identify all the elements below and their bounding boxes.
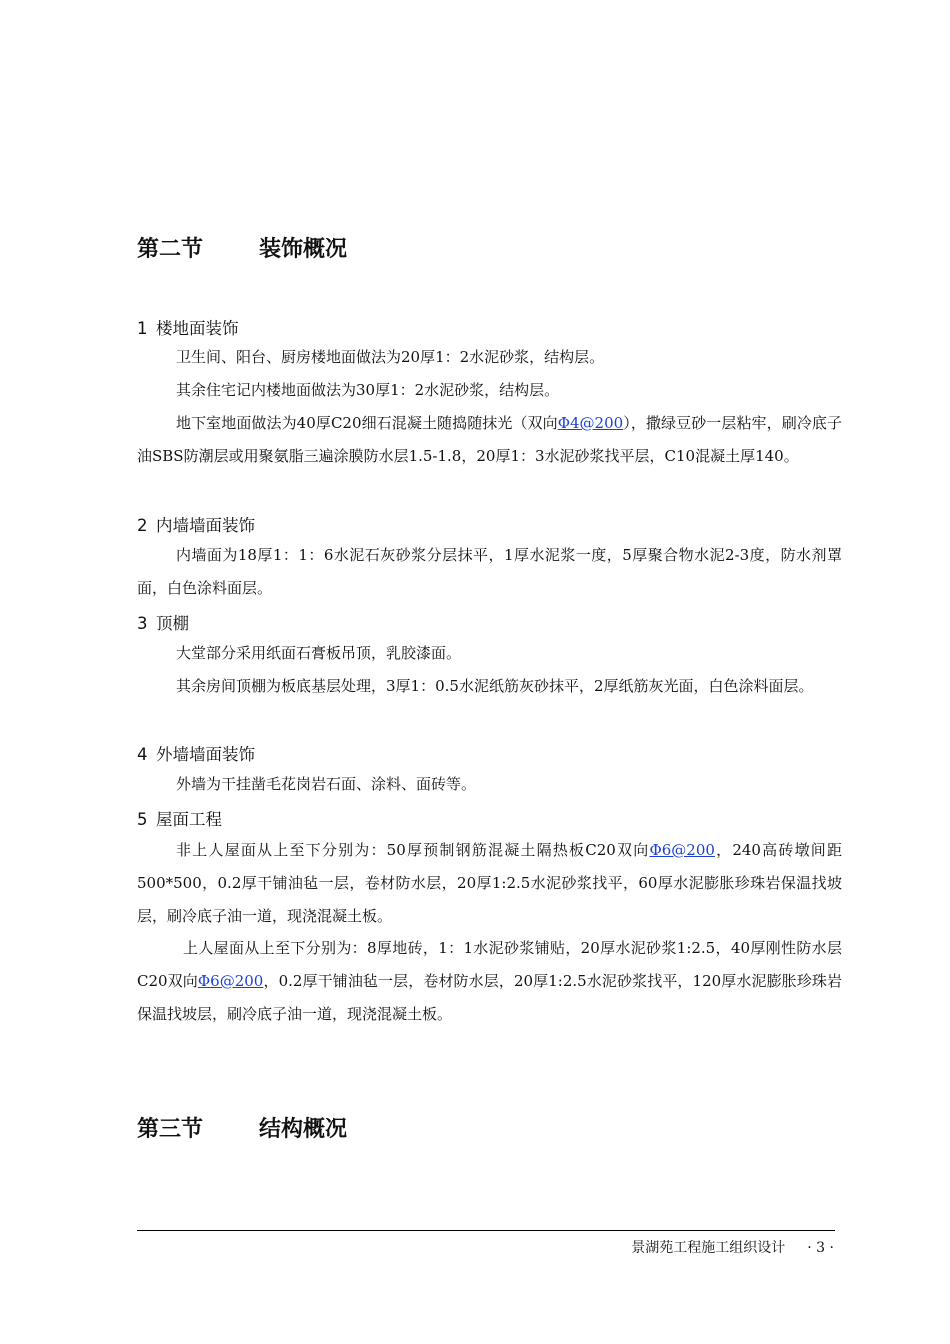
subheading-number: 1 xyxy=(137,319,148,338)
page-number: · 3 · xyxy=(807,1240,834,1256)
footer-divider xyxy=(137,1230,835,1231)
subheading-number: 5 xyxy=(137,810,148,829)
paragraph: 其余房间顶棚为板底基层处理，3厚1：0.5水泥纸筋灰砂抹平，2厚纸筋灰光面，白色涂料面层。 xyxy=(176,677,814,695)
rebar-spec-link[interactable]: Φ6@200 xyxy=(197,972,264,990)
paragraph-text: 地下室地面做法为40厚C20细石混凝土随捣随抹光（双向 xyxy=(176,414,558,432)
subheading-4 xyxy=(137,741,255,765)
section-title-text: 结构概况 xyxy=(259,1117,348,1142)
paragraph-text: ，240高砖墩间距500*500，0.2厚干铺油毡一层，卷材防水层，20厚1:2.5水泥砂浆找平，60厚水泥膨胀珍珠岩保温找坡层，刷冷底子油一道，现浇混凝土板。 xyxy=(137,841,842,925)
subheading-title: 外墙墙面装饰 xyxy=(156,745,255,764)
subheading-number: 4 xyxy=(137,745,148,764)
section-number: 第三节 xyxy=(137,1117,204,1142)
rebar-spec-link[interactable]: Φ4@200 xyxy=(557,414,624,432)
page-footer xyxy=(631,1237,834,1257)
paragraph xyxy=(137,407,842,473)
paragraph-text: 非上人屋面从上至下分别为：50厚预制钢筋混凝土隔热板C20双向 xyxy=(176,841,650,859)
paragraph: 内墙面为18厚1：1：6水泥石灰砂浆分层抹平，1厚水泥浆一度，5厚聚合物水泥2-3度，防水剂罩面，白色涂料面层。 xyxy=(137,546,842,597)
paragraph: 外墙为干挂凿毛花岗岩石面、涂料、面砖等。 xyxy=(176,775,477,793)
subheading-title: 内墙墙面装饰 xyxy=(156,516,255,535)
subheading-2 xyxy=(137,512,255,536)
paragraph-text: 上人屋面从上至下分别为：8厚地砖，1：1水泥砂浆铺贴，20厚水泥砂浆1:2.5，40厚刚性防水层C20双向 xyxy=(137,939,842,990)
subheading-title: 顶棚 xyxy=(156,614,189,633)
paragraph: 大堂部分采用纸面石膏板吊顶，乳胶漆面。 xyxy=(176,644,462,662)
section-title-text: 装饰概况 xyxy=(259,237,348,262)
paragraph: 其余住宅记内楼地面做法为30厚1：2水泥砂浆，结构层。 xyxy=(176,381,560,399)
paragraph-text: ），撒绿豆砂一层粘牢，刷冷底子油SBS防潮层或用聚氨脂三遍涂膜防水层1.5-1.8，20厚1：3水泥砂浆找平层，C10混凝土厚140。 xyxy=(137,414,842,465)
subheading-number: 3 xyxy=(137,614,148,633)
section-number: 第二节 xyxy=(137,237,204,262)
subheading-3 xyxy=(137,610,189,634)
paragraph: 卫生间、阳台、厨房楼地面做法为20厚1：2水泥砂浆，结构层。 xyxy=(176,348,605,366)
paragraph-text: ，0.2厚干铺油毡一层，卷材防水层，20厚1:2.5水泥砂浆找平，120厚水泥膨胀珍珠岩保温找坡层，刷冷底子油一道，现浇混凝土板。 xyxy=(137,972,842,1023)
subheading-5 xyxy=(137,806,222,830)
subheading-number: 2 xyxy=(137,516,148,535)
subheading-title: 屋面工程 xyxy=(156,810,222,829)
paragraph xyxy=(137,834,842,933)
paragraph xyxy=(137,932,842,1031)
section-heading-3 xyxy=(137,1112,347,1143)
footer-doc-title: 景湖苑工程施工组织设计 xyxy=(631,1240,786,1256)
subheading-1 xyxy=(137,315,239,339)
subheading-title: 楼地面装饰 xyxy=(156,319,239,338)
rebar-spec-link[interactable]: Φ6@200 xyxy=(649,841,715,859)
section-heading-2 xyxy=(137,232,347,263)
